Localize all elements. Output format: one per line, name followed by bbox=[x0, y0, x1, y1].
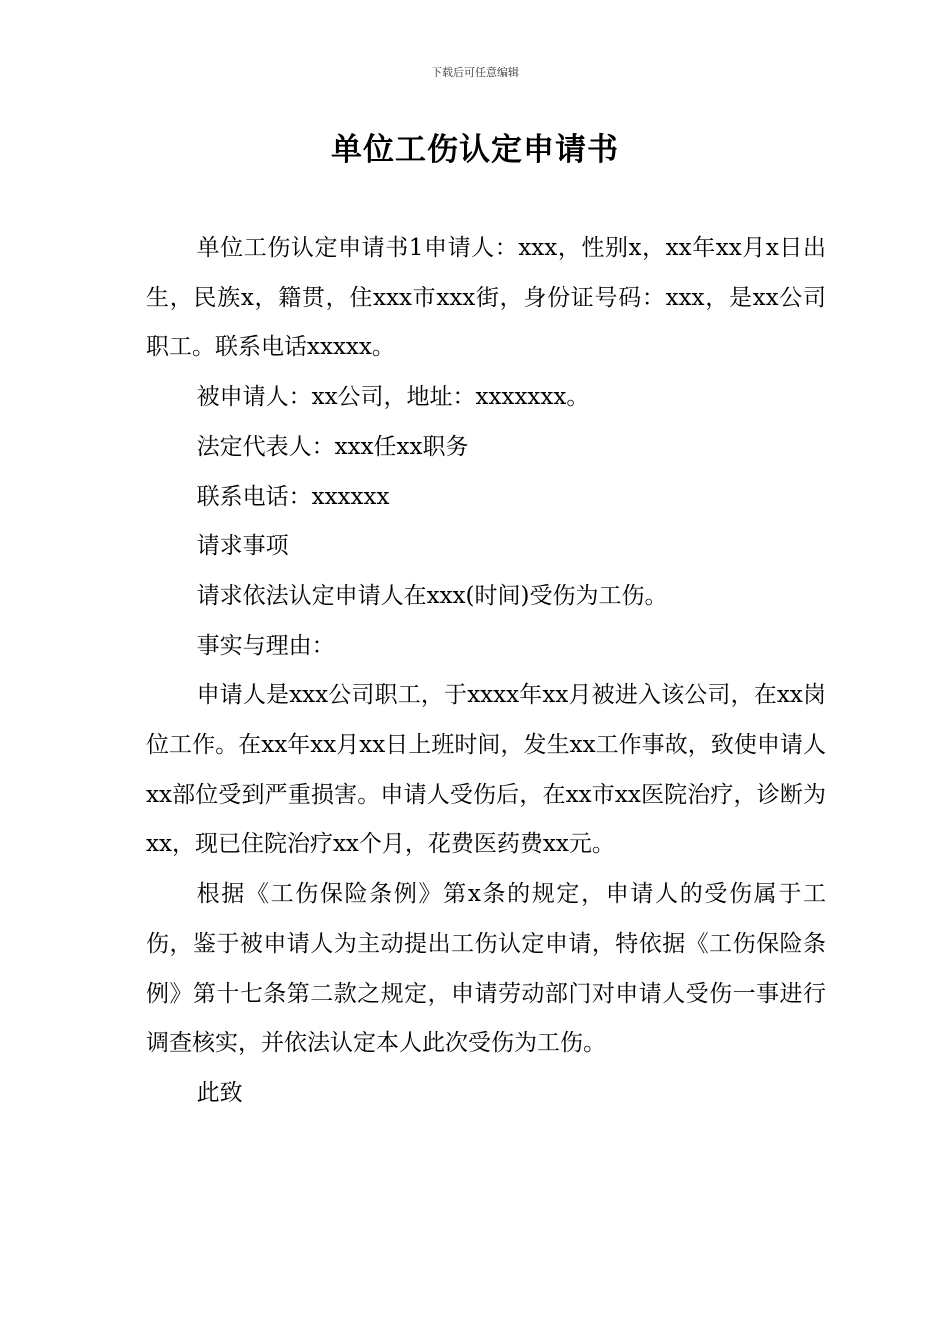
paragraph-facts: 申请人是xxx公司职工，于xxxx年xx月被进入该公司，在xx岗位工作。在xx年xx月xx日上班时间，发生xx工作事故，致使申请人xx部位受到严重损害。申请人受伤后，在xx市xx医院治疗，诊断为xx，现已住院治疗xx个月，花费医药费xx元。 bbox=[146, 682, 826, 858]
paragraph-closing: 此致 bbox=[196, 1079, 243, 1106]
header-note: 下载后可任意编辑 bbox=[431, 66, 519, 79]
paragraph-applicant: 单位工伤认定申请书1申请人：xxx，性别x，xx年xx月x日出生，民族x，籍贯，住xxx市xxx街，身份证号码：xxx，是xx公司职工。联系电话xxxxx。 bbox=[146, 235, 826, 361]
paragraph-contact-phone: 联系电话：xxxxxx bbox=[196, 483, 390, 510]
paragraph-legal-basis: 根据《工伤保险条例》第x条的规定，申请人的受伤属于工伤，鉴于被申请人为主动提出工伤认定申请，特依据《工伤保险条例》第十七条第二款之规定，申请劳动部门对申请人受伤一事进行调查核实，并依法认定本人此次受伤为工伤。 bbox=[146, 881, 826, 1057]
paragraph-facts-heading: 事实与理由： bbox=[196, 632, 335, 659]
paragraph-legal-representative: 法定代表人：xxx任xx职务 bbox=[196, 433, 469, 460]
paragraph-respondent: 被申请人：xx公司，地址：xxxxxxx。 bbox=[196, 384, 590, 411]
paragraph-request-heading: 请求事项 bbox=[196, 533, 289, 560]
document-title: 单位工伤认定申请书 bbox=[331, 132, 619, 168]
document-body bbox=[146, 224, 826, 1119]
paragraph-request: 请求依法认定申请人在xxx(时间)受伤为工伤。 bbox=[196, 582, 668, 609]
